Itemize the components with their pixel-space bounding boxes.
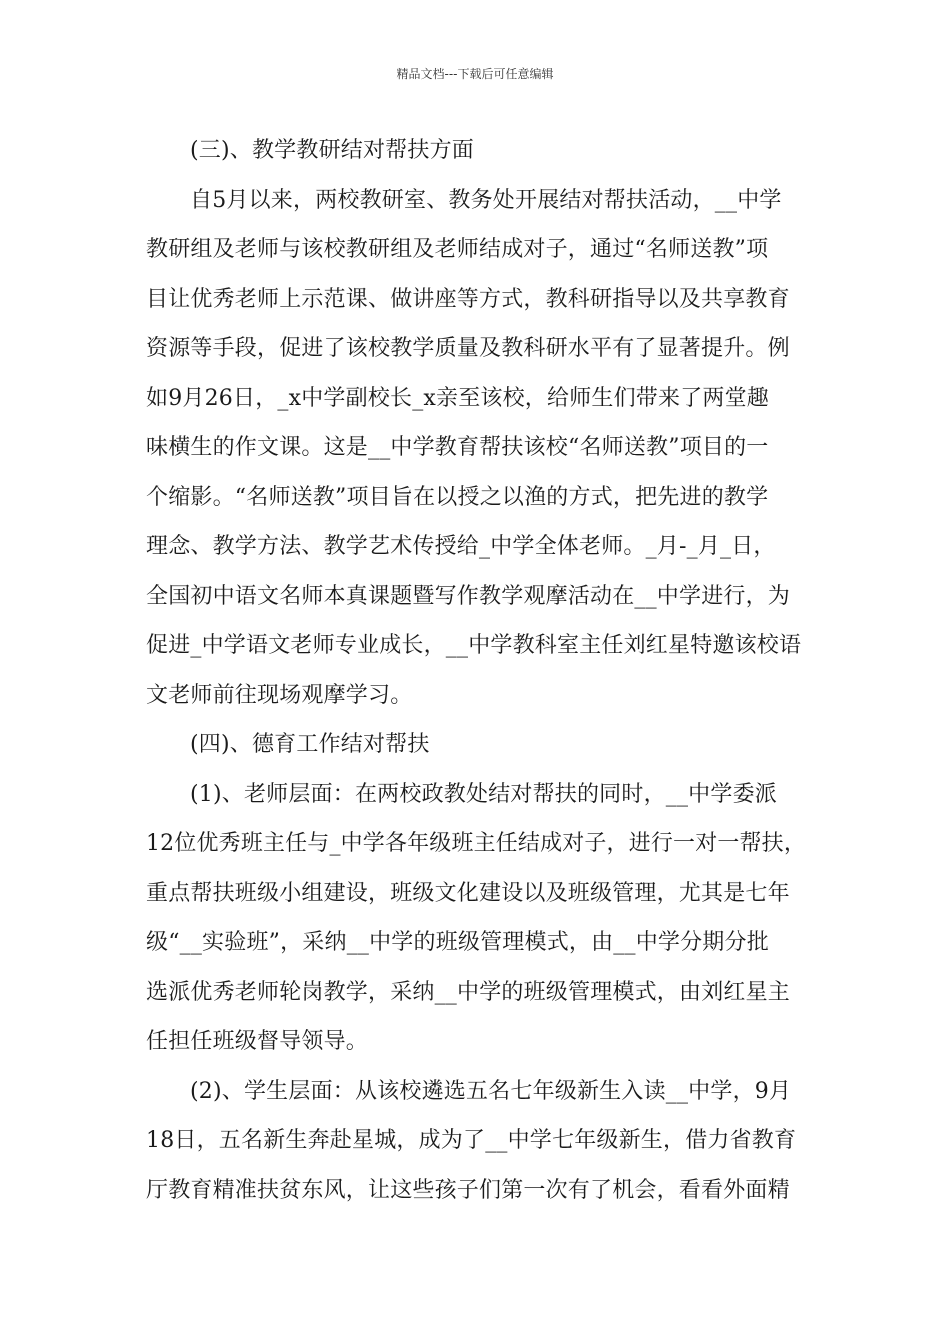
text-line: 任担任班级督导领导。 [146, 1029, 369, 1054]
text-line: 18日，五名新生奔赴星城，成为了__中学七年级新生，借力省教育 [146, 1128, 797, 1153]
text-line: 理念、教学方法、教学艺术传授给_中学全体老师。_月-_月_日， [146, 534, 776, 559]
text-line: 文老师前往现场观摩学习。 [146, 682, 413, 708]
page-header: 精品文档---下载后可任意编辑 [396, 67, 554, 81]
text-line: 教研组及老师与该校教研组及老师结成对子，通过“名师送教”项 [146, 237, 769, 262]
text-line: 全国初中语文名师本真课题暨写作教学观摩活动在__中学进行，为 [146, 583, 791, 609]
text-line: 促进_中学语文老师专业成长，__中学教科室主任刘红星特邀该校语 [146, 633, 802, 658]
text-line: (1)、老师层面：在两校政教处结对帮扶的同时，__中学委派 [190, 781, 777, 807]
text-line: 级“__实验班”，采纳__中学的班级管理模式，由__中学分期分批 [146, 930, 769, 955]
text-line: 资源等手段，促进了该校教学质量及教科研水平有了显著提升。例 [146, 336, 790, 361]
document-body [146, 126, 806, 1215]
text-line: 自5月以来，两校教研室、教务处开展结对帮扶活动，__中学 [190, 187, 782, 213]
text-line: 选派优秀老师轮岗教学，采纳__中学的班级管理模式，由刘红星主 [146, 979, 791, 1005]
text-line: 重点帮扶班级小组建设，班级文化建设以及班级管理，尤其是七年 [146, 880, 790, 906]
text-line: 目让优秀老师上示范课、做讲座等方式，教科研指导以及共享教育 [146, 286, 790, 312]
text-line: (2)、学生层面：从该校遴选五名七年级新生入读__中学，9月 [190, 1078, 792, 1104]
text-line: (三)、教学教研结对帮扶方面 [190, 138, 474, 163]
text-line: 12位优秀班主任与_中学各年级班主任结成对子，进行一对一帮扶， [146, 831, 806, 856]
text-line: 个缩影。“名师送教”项目旨在以授之以渔的方式，把先进的教学 [146, 484, 769, 510]
text-line: 厅教育精准扶贫东风，让这些孩子们第一次有了机会，看看外面精 [146, 1177, 790, 1203]
text-line: 味横生的作文课。这是__中学教育帮扶该校“名师送教”项目的一 [146, 435, 769, 460]
text-line: (四)、德育工作结对帮扶 [190, 732, 430, 757]
text-line: 如9月26日，_x中学副校长_x亲至该校，给师生们带来了两堂趣 [146, 385, 770, 411]
